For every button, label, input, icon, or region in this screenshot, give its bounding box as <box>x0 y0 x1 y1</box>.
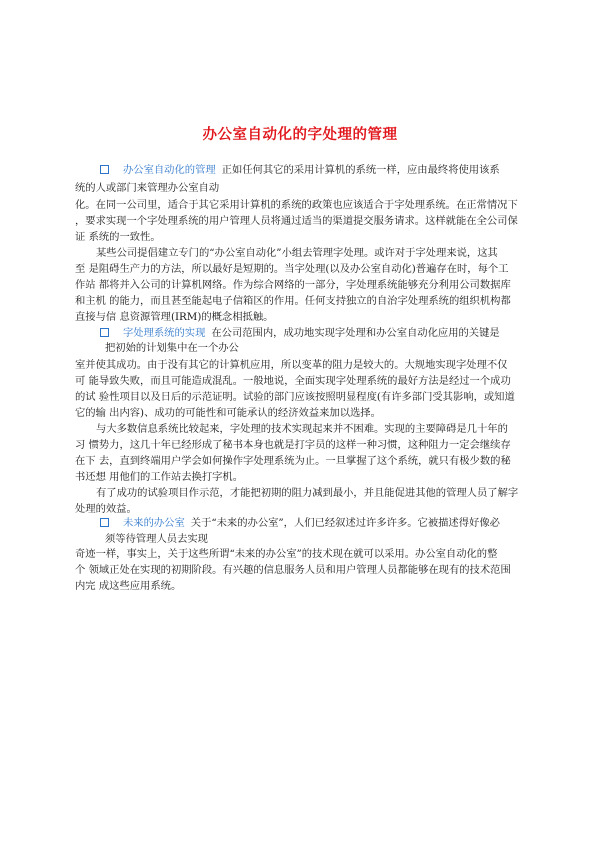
body-line: 个 领域正处在实现的初期阶段。有兴趣的信息服务人员和用户管理人员都能够在现有的技术范围 <box>75 564 511 576</box>
checkbox-icon <box>100 518 109 527</box>
body-line: 处理的效益。 <box>75 503 137 515</box>
body-line: 书还想 用他们的工作站去换打字机。 <box>75 471 244 483</box>
section-heading-future-office: 未来的办公室 关于“未来的办公室”，人们已经叙述过许多许多。它被描述得好像必 <box>100 516 500 530</box>
body-line: 直接与信 息资源管理(IRM)的概念相抵触。 <box>75 311 274 323</box>
body-line: ，要求实现一个字处理系统的用户管理人员将通过适当的渠道提交服务请求。这样就能在全公司保 <box>75 215 518 227</box>
body-line: 统的人或部门来管理办公室自动 <box>75 182 220 194</box>
body-line: 的试 验性项目以及日后的示范证明。试验的部门应该按照明显程度(有许多部门受其影响，或知道 <box>75 391 515 403</box>
body-line: 作站 都将并入公司的计算机网络。作为综合网络的一部分，字处理系统能够充分利用公司数据库 <box>75 279 511 291</box>
body-line: 某些公司提倡建立专门的“办公室自动化”小组去管理字处理。或许对于字处理来说，这其 <box>96 247 498 259</box>
body-line: 与大多数信息系统比较起来，字处理的技术实现起来并不困难。实现的主要障碍是几十年的 <box>96 423 508 435</box>
checkbox-icon <box>100 328 109 337</box>
body-line: 和主机 的能力，而且甚至能起电子信箱区的作用。任何支持独立的自治字处理系统的组织机构都 <box>75 295 511 307</box>
body-line: 证 系统的一致性。 <box>75 231 161 243</box>
body-line: 在下 去，直到终端用户学会如何操作字处理系统为止。一旦掌握了这个系统，就只有极少数的秘 <box>75 455 511 467</box>
body-line: 它的输 出内容)、成功的可能性和可能承认的经济效益来加以选择。 <box>75 407 381 419</box>
body-line: 习 惯势力，这几十年已经形成了秘书本身也就是打字员的这样一种习惯，这种阻力一定会继续存 <box>75 439 511 451</box>
body-line: 须等待管理人员去实现 <box>105 533 208 545</box>
body-line: 有了成功的试验项目作示范，才能把初期的阻力减到最小，并且能促进其他的管理人员了解字 <box>96 487 519 499</box>
page-title: 办公室自动化的字处理的管理 <box>202 127 398 143</box>
body-line: 化。在同一公司里，适合于其它采用计算机的系统的政策也应该适合于字处理系统。在正常情况下 <box>75 199 518 211</box>
body-line: 奇迹一样，事实上，关于这些所谓“未来的办公室”的技术现在就可以采用。办公室自动化的整 <box>75 548 498 560</box>
section-heading-office-automation: 办公室自动化的管理 正如任何其它的采用计算机的系统一样，应由最终将使用该系 <box>100 163 500 177</box>
body-line: 室并使其成功。由于没有其它的计算机应用，所以变革的阻力是较大的。大规地实现字处理不仅 <box>75 359 508 371</box>
section-heading-word-processing: 字处理系统的实现 在公司范围内，成功地实现字处理和办公室自动化应用的关键是 <box>100 326 500 340</box>
body-line: 内完 成这些应用系统。 <box>75 580 182 592</box>
body-line: 可 能导致失败，而且可能造成混乱。一般地说，全面实现字处理系统的最好方法是经过一个成功 <box>75 375 511 387</box>
checkbox-icon <box>100 165 109 174</box>
body-line: 把初始的计划集中在一个办公 <box>105 342 239 354</box>
body-line: 至 是阻碍生产力的方法，所以最好是短期的。当字处理(以及办公室自动化)普遍存在时，每个工 <box>75 263 509 275</box>
